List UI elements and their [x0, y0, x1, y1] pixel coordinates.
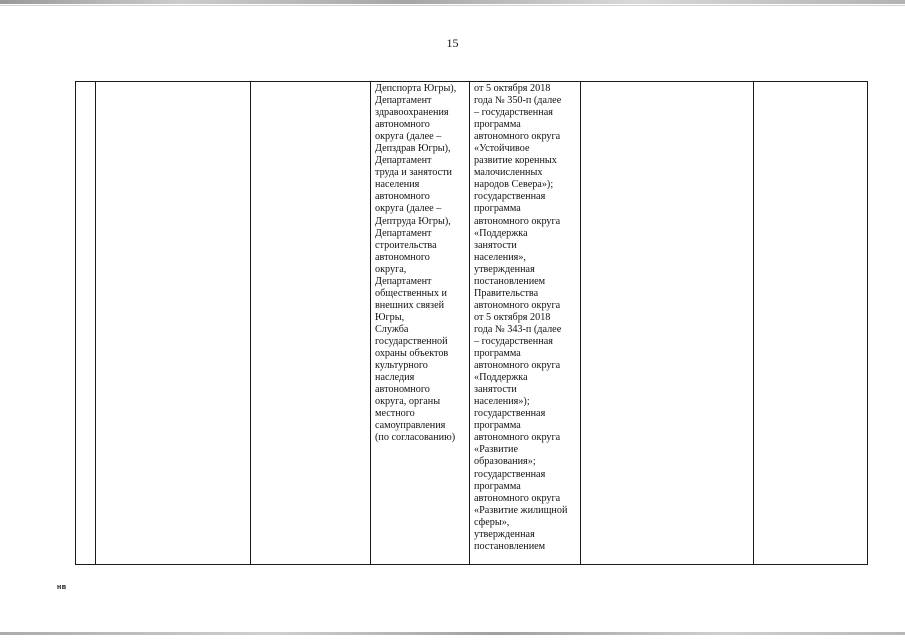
text-line: программа — [474, 420, 521, 432]
scan-edge-top — [0, 0, 905, 4]
text-line: «Устойчивое — [474, 143, 530, 155]
text-line: автономного округа — [474, 131, 561, 143]
text-line: культурного — [375, 360, 428, 372]
text-line: автономного округа — [474, 360, 561, 372]
text-line: – государственная — [474, 107, 553, 119]
text-line: постановлением — [474, 275, 546, 287]
cell-result — [581, 82, 754, 565]
text-line: округа, органы — [375, 396, 441, 408]
text-line: автономного — [375, 251, 430, 263]
text-line: автономного — [375, 191, 430, 203]
text-line: населения — [375, 179, 420, 191]
text-line: Служба — [375, 323, 409, 335]
text-line: постановлением — [474, 540, 546, 552]
table-row — [76, 82, 868, 565]
program-text — [470, 82, 580, 553]
text-line: автономного — [375, 384, 430, 396]
cell-index — [76, 82, 96, 565]
scan-edge-bottom — [0, 632, 905, 635]
text-line: программа — [474, 119, 521, 131]
text-line: автономного округа — [474, 492, 561, 504]
text-line: «Развитие жилищной — [474, 504, 568, 516]
text-line: от 5 октября 2018 — [474, 311, 551, 323]
text-line: сферы», — [474, 516, 510, 528]
text-line: малочисленных — [474, 167, 543, 179]
text-line: программа — [474, 203, 521, 215]
footer-initials: нв — [57, 584, 67, 591]
text-line: утвержденная — [474, 263, 535, 275]
document-table — [75, 81, 868, 565]
text-line: автономного округа — [474, 299, 561, 311]
text-line: года № 350-п (далее — [474, 95, 562, 107]
text-line: развитие коренных — [474, 155, 557, 167]
text-line: Департамент — [375, 275, 432, 287]
text-line: местного — [375, 408, 415, 420]
text-line: государственная — [474, 191, 546, 203]
text-line: округа (далее – — [375, 131, 442, 143]
text-line: образования»; — [474, 456, 536, 468]
text-line: Департамент — [375, 155, 432, 167]
text-line: Дептруда Югры), — [375, 215, 451, 227]
text-line: от 5 октября 2018 — [474, 83, 551, 94]
text-line: программа — [474, 348, 521, 360]
text-line: народов Севера»); — [474, 179, 554, 191]
text-line: государственная — [474, 468, 546, 480]
text-line: Департамент — [375, 95, 432, 107]
text-line: Депздрав Югры), — [375, 143, 451, 155]
responsible-text — [371, 82, 469, 444]
text-line: Югры, — [375, 311, 405, 323]
scan-edge-line — [0, 5, 905, 6]
cell-note — [754, 82, 868, 565]
cell-measure — [96, 82, 251, 565]
text-line: занятости — [474, 384, 517, 396]
text-line: здравоохранения — [375, 107, 449, 119]
text-line: общественных и — [375, 287, 447, 299]
text-line: года № 343-п (далее — [474, 323, 562, 335]
cell-responsible — [371, 82, 470, 565]
text-line: – государственная — [474, 335, 553, 347]
text-line: автономного округа — [474, 215, 561, 227]
text-line: государственная — [474, 408, 546, 420]
text-line: населения», — [474, 251, 526, 263]
text-line: труда и занятости — [375, 167, 453, 179]
text-line: автономного округа — [474, 432, 561, 444]
cell-deadline — [251, 82, 371, 565]
text-line: населения»); — [474, 396, 530, 408]
cell-program — [470, 82, 581, 565]
text-line: внешних связей — [375, 299, 445, 311]
text-line: программа — [474, 480, 521, 492]
text-line: государственной — [375, 335, 448, 347]
text-line: «Поддержка — [474, 372, 528, 384]
text-line: наследия — [375, 372, 415, 384]
text-line: округа (далее – — [375, 203, 442, 215]
text-line: (по согласованию) — [375, 432, 456, 444]
text-line: «Поддержка — [474, 227, 528, 239]
page-number: 15 — [446, 36, 459, 50]
text-line: строительства — [375, 239, 437, 251]
text-line: «Развитие — [474, 444, 518, 456]
text-line: Департамент — [375, 227, 432, 239]
text-line: Правительства — [474, 287, 539, 299]
text-line: Депспорта Югры), — [375, 83, 457, 94]
text-line: округа, — [375, 263, 407, 275]
text-line: занятости — [474, 239, 517, 251]
text-line: утвержденная — [474, 528, 535, 540]
text-line: охраны объектов — [375, 348, 449, 360]
text-line: автономного — [375, 119, 430, 131]
text-line: самоуправления — [375, 420, 446, 432]
